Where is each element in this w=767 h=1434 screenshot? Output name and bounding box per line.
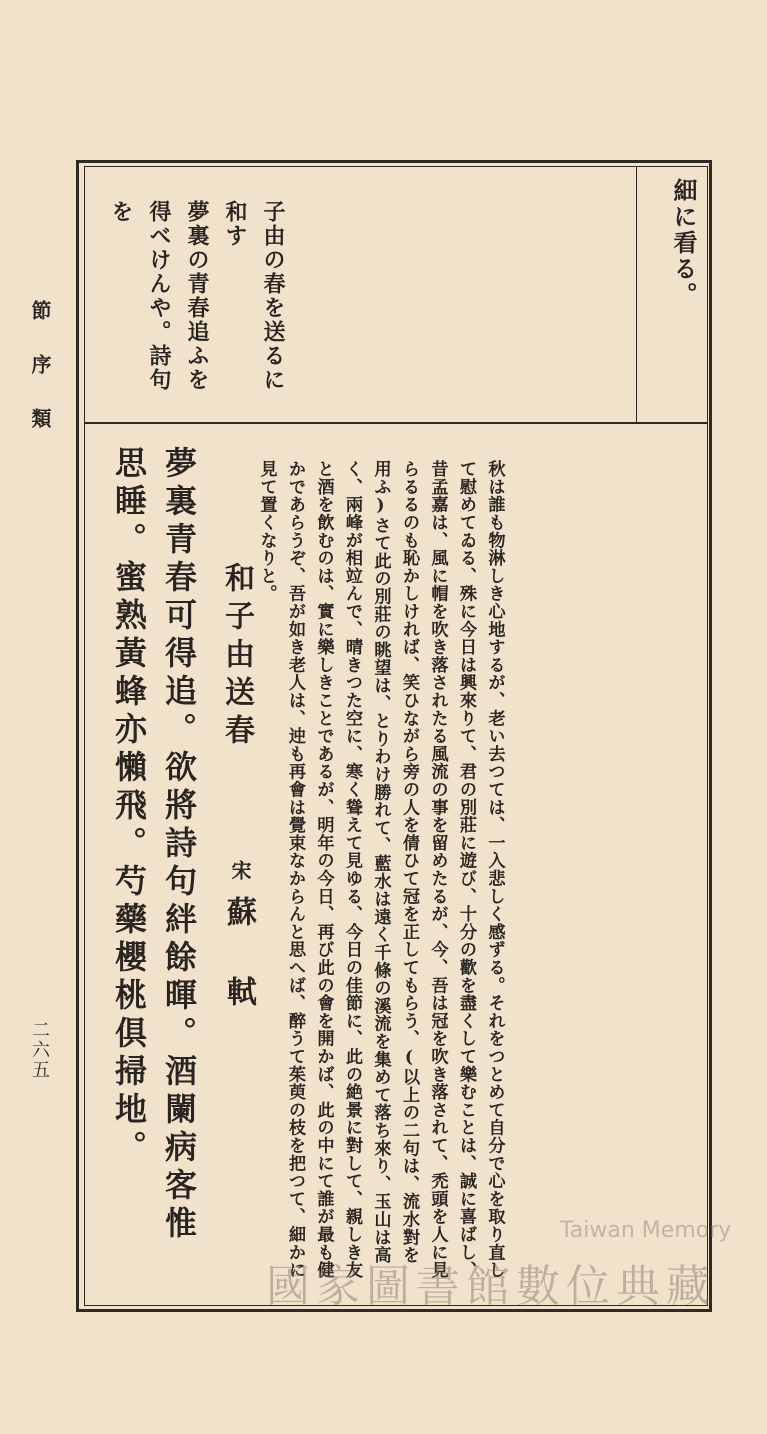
prose-commentary: 秋は誰も物淋しき心地するが、老い去つては、一入悲しく感ずる。それをつとめて自分で心を取り直して慰めてゐる、殊に今日は興來りて、君の別莊に遊び、十分の歡を盡くして樂むことは、誠に喜ばし、昔孟嘉は、風に帽を吹き落されたる風流の事を留めたるが、今、吾は冠を吹き落されて、禿頭を人に見らるるのも恥かしければ、笑ひながら旁の人を倩ひて冠を正してもらう、(以上の二句は、流水對を用ふ)さて此の別莊の眺望は、とりわけ勝れて、藍水は遠く千條の溪流を集めて落ち來り、玉山は高く、兩峰が相竝んで、晴きつた空に、寒く聳えて見ゆる、今日の佳節に、此の絶景に對して、親しき友と酒を飲むのは、實に樂しきことであるが、明年の今日、再び此の會を開かば、此の中にて誰が最も健かであらうぞ、吾が如き老人は、迚も再會は覺束なからんと思へば、醉うて茱萸の枝を把つて、細かに見て置くなりと。 [256,460,505,1279]
watermark-subtext: Taiwan Memory [560,1218,732,1243]
kanshi-body: 夢裏青春可得追。欲將詩句絆餘暉。酒闌病客惟思睡。蜜熟黃蜂亦懶飛。芍藥櫻桃俱掃地。 [110,446,198,1244]
page-number: 二六五 [29,1020,50,1080]
upper-column-divider [636,166,637,422]
upper-poem-translation: 子由の春を送るに和す 夢裏の青春追ふを得べけんや。詩句を [108,200,286,392]
kanshi-title: 和子由送春 [219,562,254,752]
section-title: 節序類 [28,300,52,462]
upper-continuation-text: 細に看る。 [669,178,698,308]
watermark-text: 國家圖書館數位典藏 [266,1261,716,1312]
kanshi-dynasty: 宋 [228,860,252,880]
kanshi-author: 蘇軾 [221,896,256,1056]
horizontal-divider [84,422,708,424]
